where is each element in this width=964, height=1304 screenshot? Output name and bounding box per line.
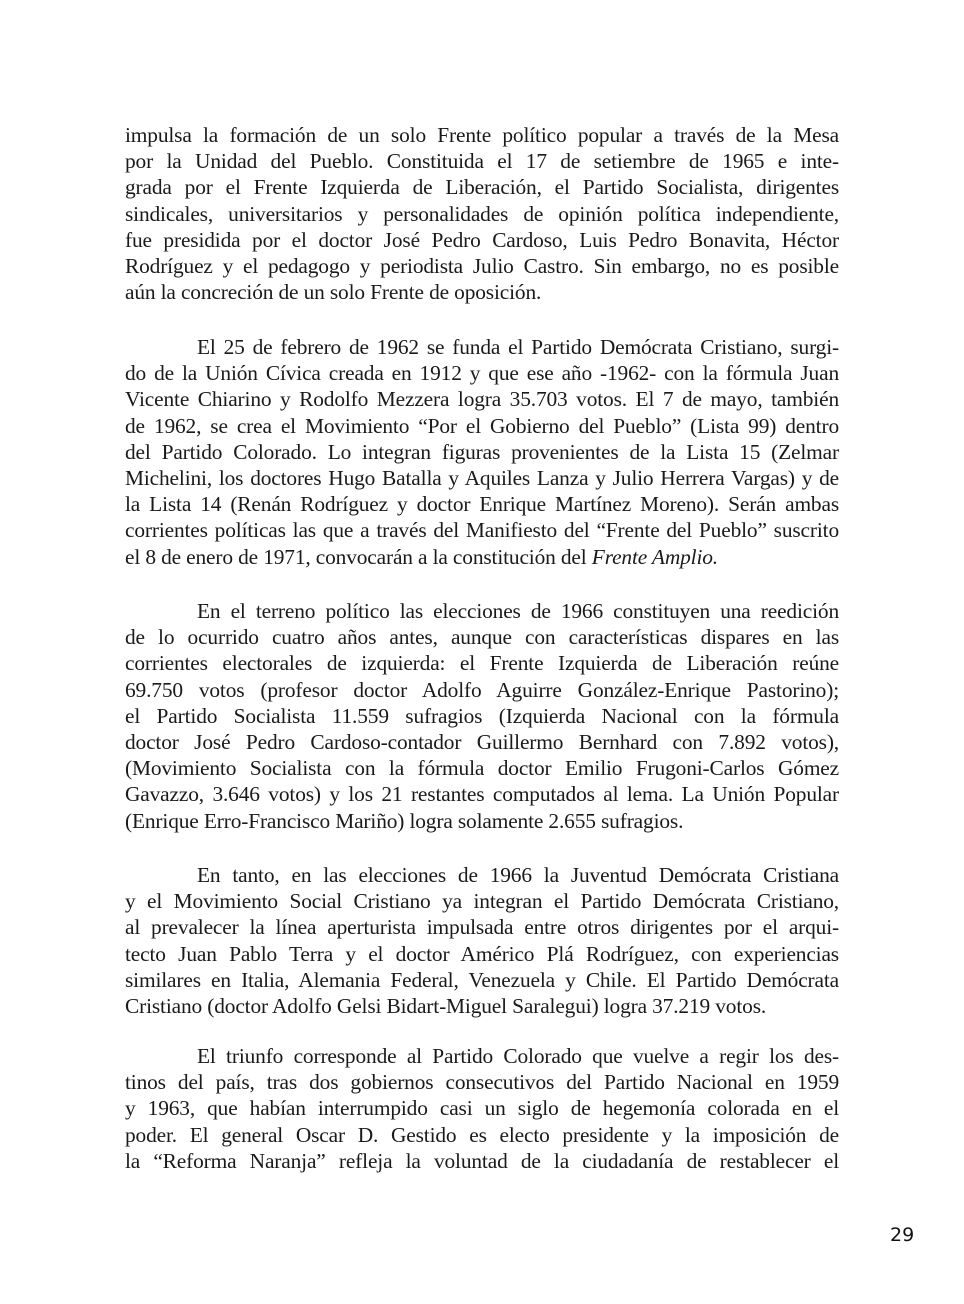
text-line: tecto Juan Pablo Terra y el doctor Américo Plá Rodríguez, con experiencias xyxy=(125,941,839,966)
text-line: la Lista 14 (Renán Rodríguez y doctor Enrique Martínez Moreno). Serán ambas xyxy=(125,492,839,517)
text-line: poder. El general Oscar D. Gestido es electo presidente y la imposición de xyxy=(125,1122,839,1147)
text-line: En el terreno político las elecciones de 1966 constituyen una reedición xyxy=(197,599,839,623)
text-line: aún la concreción de un solo Frente de oposición. xyxy=(125,280,542,305)
text-line: fue presidida por el doctor José Pedro Cardoso, Luis Pedro Bonavita, Héctor xyxy=(125,227,839,252)
text-line: y 1963, que habían interrumpido casi un siglo de hegemonía colorada en el xyxy=(125,1096,839,1121)
text-line: del Partido Colorado. Lo integran figuras provenientes de la Lista 15 (Zelmar xyxy=(125,439,839,464)
text-line: Cristiano (doctor Adolfo Gelsi Bidart-Miguel Saralegui) logra 37.219 votos. xyxy=(125,993,767,1018)
text-line: (Enrique Erro-Francisco Mariño) logra solamente 2.655 sufragios. xyxy=(125,808,684,833)
text-line: (Movimiento Socialista con la fórmula doctor Emilio Frugoni-Carlos Gómez xyxy=(125,756,839,781)
paragraph-3 xyxy=(125,598,839,834)
text-line: Gavazzo, 3.646 votos) y los 21 restantes computados al lema. La Unión Popular xyxy=(125,782,839,807)
text-line: grada por el Frente Izquierda de Liberación, el Partido Socialista, dirigentes xyxy=(125,175,839,200)
paragraph-1 xyxy=(125,122,839,305)
text-line: Rodríguez y el pedagogo y periodista Julio Castro. Sin embargo, no es posible xyxy=(125,253,839,278)
page-number: 29 xyxy=(890,1224,915,1246)
italic-title: Frente Amplio. xyxy=(591,544,719,569)
text-line: doctor José Pedro Cardoso-contador Guillermo Bernhard con 7.892 votos), xyxy=(125,729,839,754)
text-line: Vicente Chiarino y Rodolfo Mezzera logra 35.703 votos. El 7 de mayo, también xyxy=(125,387,839,412)
text-line: impulsa la formación de un solo Frente político popular a través de la Mesa xyxy=(125,123,839,147)
text-line: corrientes políticas las que a través del Manifiesto del “Frente del Pueblo” suscrito xyxy=(125,518,839,543)
text-line xyxy=(125,544,839,570)
text-line: 69.750 votos (profesor doctor Adolfo Aguirre González-Enrique Pastorino); xyxy=(125,677,839,702)
text-line: al prevalecer la línea aperturista impulsada entre otros dirigentes por el arqui- xyxy=(125,915,839,940)
paragraph-5 xyxy=(125,1043,839,1174)
text-line: tinos del país, tras dos gobiernos consecutivos del Partido Nacional en 1959 xyxy=(125,1070,839,1095)
text-line: sindicales, universitarios y personalidades de opinión política independiente, xyxy=(125,201,839,226)
text-line: y el Movimiento Social Cristiano ya integran el Partido Demócrata Cristiano, xyxy=(125,889,839,914)
paragraph-4 xyxy=(125,862,839,1019)
text-line: En tanto, en las elecciones de 1966 la Juventud Demócrata Cristiana xyxy=(197,863,839,887)
text-line: do de la Unión Cívica creada en 1912 y que ese año -1962- con la fórmula Juan xyxy=(125,361,839,386)
text-line: por la Unidad del Pueblo. Constituida el 17 de setiembre de 1965 e inte- xyxy=(125,149,839,174)
text-line: la “Reforma Naranja” refleja la voluntad de la ciudadanía de restablecer el xyxy=(125,1148,839,1173)
text-line: Michelini, los doctores Hugo Batalla y Aquiles Lanza y Julio Herrera Vargas) y de xyxy=(125,465,839,490)
text-line: de 1962, se crea el Movimiento “Por el Gobierno del Pueblo” (Lista 99) dentro xyxy=(125,413,839,438)
paragraph-2 xyxy=(125,334,839,570)
text-line: el Partido Socialista 11.559 sufragios (Izquierda Nacional con la fórmula xyxy=(125,703,839,728)
text-line: El 25 de febrero de 1962 se funda el Partido Demócrata Cristiano, surgi- xyxy=(197,335,839,359)
text-fragment: el 8 de enero de 1971, convocarán a la constitución del xyxy=(125,544,592,569)
text-line: similares en Italia, Alemania Federal, Venezuela y Chile. El Partido Demócrata xyxy=(125,967,839,992)
text-line: de lo ocurrido cuatro años antes, aunque con características dispares en las xyxy=(125,625,839,650)
text-line: corrientes electorales de izquierda: el Frente Izquierda de Liberación reúne xyxy=(125,651,839,676)
text-line: El triunfo corresponde al Partido Colorado que vuelve a regir los des- xyxy=(197,1044,839,1068)
